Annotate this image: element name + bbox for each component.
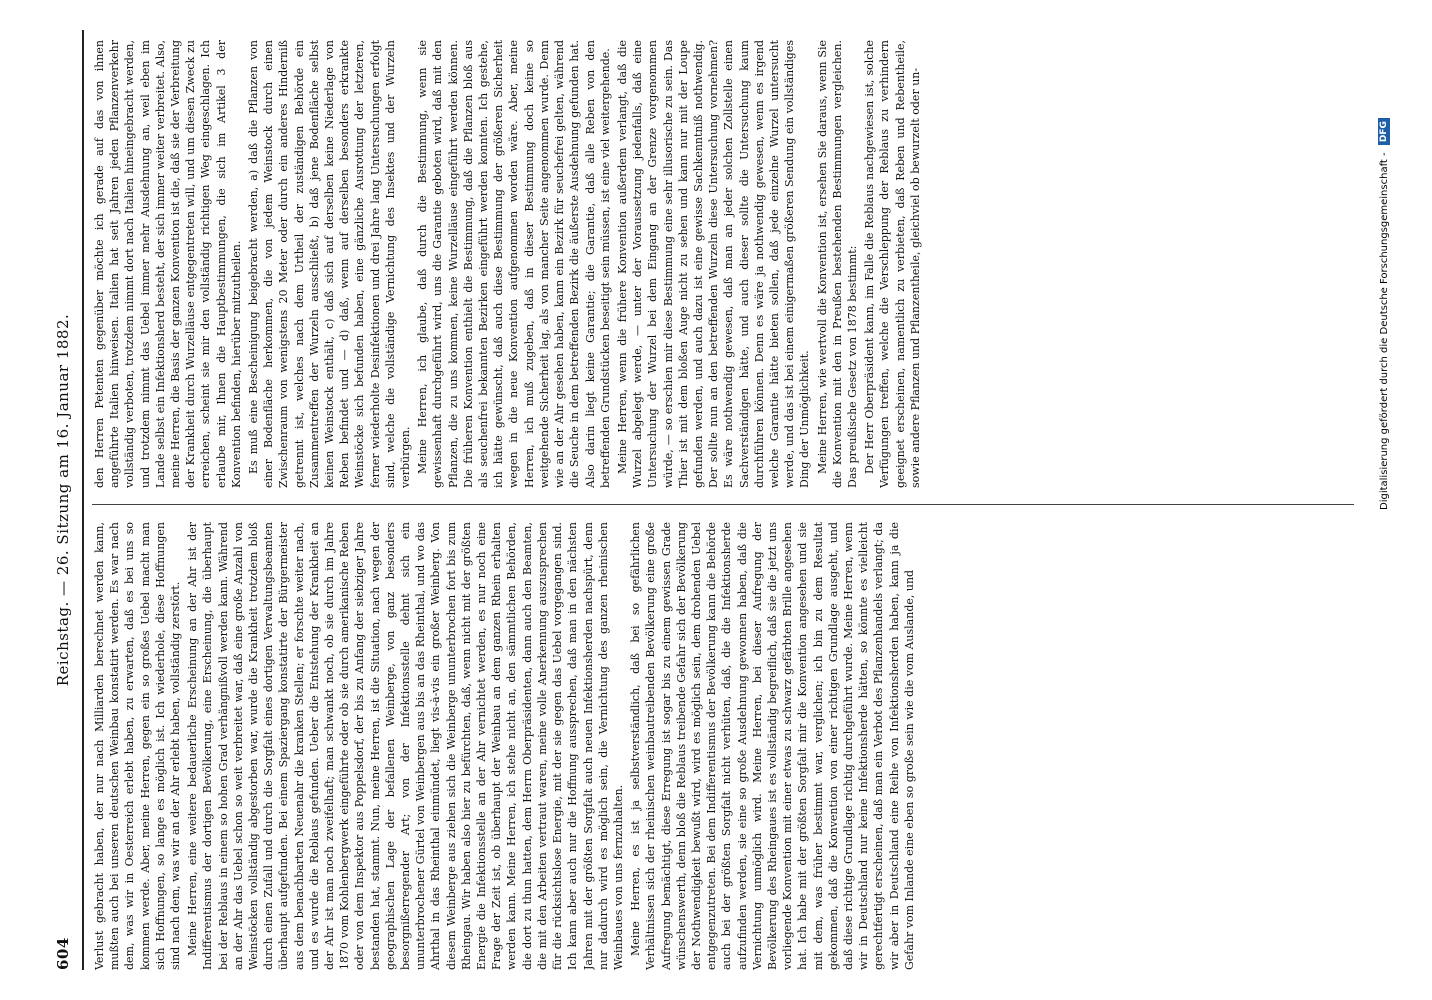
paragraph: Meine Herren, ich glaube, daß durch die Bestimmung, wenn sie gewissenhaft durchgeführt wird, uns die Garantie geboten wird, daß mit den Pflanzen, die zu uns kommen, keine Wurzelläuse eingeführt werden können. Die früheren Konvention enthielt die Bestimmung, daß die Pflanzen bloß aus als seuchenfrei bekannten Bezirken eingeführt werden konnten. Ich gestehe, ich hätte gewünscht, daß auch diese Bestimmung der größeren Sicherheit wegen in die neue Konvention aufgenommen worden wäre. Aber, meine Herren, ich muß zugeben, daß in dieser Bestimmung doch keine so weitgehende Sicherheit lag, als von mancher Seite angenommen wurde. Denn wie an der Ahr gesehen haben, kann ein Bezirk für seuchefrei gelten, während die Seuche in dem betreffenden Bezirk die äußerste Ausdehnung gefunden hat. Also darin liegt keine Garantie; die Garantie, daß alle Reben von den betreffenden Grundstücken beseitigt sein müssen, ist eine viel weitergehende. (416, 40, 612, 488)
running-title: Reichstag. — 26. Sitzung am 16. Januar 1882. (54, 313, 72, 687)
digitization-text: Digitalisierung gefördert durch die Deutsche Forschungsgemeinschaft - (1379, 152, 1390, 510)
dfg-logo: DFG (1378, 118, 1390, 145)
paragraph: Der Herr Oberpräsident kann, im Falle die Reblaus nachgewiesen ist, solche Verfügungen treffen, welche die Verschleppung der Reblaus zu verhindern geeignet erscheinen, namentlich zu verbieten, daß Reben und Rebentheile, sowie andere Pflanzen und Pflanzentheile, gleichviel ob bewurzelt oder un- (863, 40, 922, 488)
paragraph: Es muß eine Bescheinigung beigebracht werden, a) daß die Pflanzen von einer Bodenfläche herkommen, die von jedem Weinstock durch einen Zwischenraum von wenigstens 20 Meter oder durch ein anderes Hinderniß getrennt ist, welches nach dem Urtheil der zuständigen Behörde ein Zusammentreffen der Wurzeln ausschließt, b) daß jene Bodenfläche selbst keinen Weinstock enthält, c) daß sich auf derselben keine Niederlage von Reben befindet und — d) daß, wenn auf derselben besonders erkrankte Weinstöcke sich befunden haben, eine gänzliche Ausrottung der letzteren, ferner wiederholte Desinfektionen und drei Jahre lang Untersuchungen erfolgt sind, welche die vollständige Vernichtung des Insektes und der Wurzeln verbürgen. (247, 40, 413, 488)
column-divider (92, 504, 1354, 505)
paragraph: Verlust gebracht haben, der nur nach Milliarden berechnet werden kann, mußten auch bei unseren deutschen Weinbau konstatirt werden. Es war nach dem, was wir in Oesterreich erlebt haben, zu erwarten, daß es bei uns so kommen werde. Aber, meine Herren, gegen ein so großes Uebel macht man sich Hoffnungen, so lange es möglich ist. Ich wiederhole, diese Hoffnungen sind nach dem, was wir an der Ahr erlebt haben, vollständig zerstört. (93, 522, 183, 970)
paragraph: den Herren Petenten gegenüber möchte ich gerade auf das von ihnen angeführte Italien hinweisen. Italien hat seit Jahren jeden Pflanzenverkehr vollständig verboten, trotzdem nimmt dort nach Italien hineingebracht werden, und trotzdem nimmt das Uebel immer mehr Ausdehnung an, weil eben im Lande selbst ein Infektionsherd besteht, der sich immer weiter verbreitet. Also, meine Herren, die Basis der ganzen Konvention ist die, daß sie der Verbreitung der Krankheit durch Wurzelläuse entgegentreten will, und um diesen Zweck zu erreichen, scheint sie mir den vollständig richtigen Weg eingeschlagen. Ich erlaube mir, Ihnen die Hauptbestimmungen, die sich im Artikel 3 der Konvention befinden, hierüber mitzutheilen. (93, 40, 243, 488)
page-header (54, 30, 80, 970)
header-rule (82, 30, 84, 970)
paragraph: Meine Herren, wenn die frühere Konvention außerdem verlangt, daß die Wurzel abgelegt werde, — unter der Voraussetzung jedenfalls, daß eine Untersuchung der Wurzel bei dem Eingang an der Grenze vorgenommen würde, — so erschien mir diese Bestimmung eine sehr illusorische zu sein. Das Thier ist mit dem bloßen Auge nicht zu sehen und kann nur mit der Loupe gefunden werden, und auch dazu ist eine gewisse Sachkenntniß nothwendig. Der sollte nun an den betreffenden Wurzeln diese Untersuchung vornehmen? Es wäre nothwendig gewesen, daß man an jeder solchen Zollstelle einen Sachverständigen hätte, und auch dieser sollte die Untersuchung kaum durchführen können. Denn es wäre ja nothwendig gewesen, wenn es irgend welche Garantie hätte bieten sollen, daß jede einzelne Wurzel untersucht werde, und das ist bei einem einigermaßen größeren Sendung ein vollständiges Ding der Unmöglichkeit. (615, 40, 812, 488)
paragraph: Meine Herren, eine weitere bedauerliche Erscheinung an der Ahr ist der Indifferentismus der dortigen Bevölkerung, eine Erscheinung, die überhaupt bei der Reblaus in einem so hohen Grad verhängnißvoll werden kann. Während an der Ahr das Uebel schon so weit verbreitet war, daß eine große Anzahl von Weinstöcken vollständig abgestorben war, wurde die Krankheit trotzdem bloß durch einen Zufall und durch die Sorgfalt eines dortigen Verwaltungsbeamten überhaupt aufgefunden. Bei einem Spaziergang konstatirte der Bürgermeister aus dem benachbarten Neuenahr die kranken Stellen; er forschte weiter nach, und es wurde die Reblaus gefunden. Ueber die Entstehung der Krankheit an der Ahr ist man noch zweifelhaft; man schwankt noch, ob sie durch im Jahre 1870 vom Kohlenbergwerk eingeführte oder ob sie durch amerikanische Reben oder von dem Inspektor aus Poppelsdorf, der bis zu Anfang der siebziger Jahre bestanden hat, stammt. Nun, meine Herren, ist die Situation, nach wegen der geographischen Lage der befallenen Weinberge, von ganz besonders besorgnißerregender Art; von der Infektionsstelle dehnt sich ein ununterbrochener Gürtel von Weinbergen aus bis an das Rheinthal, und wo das Ahrthal in das Rheinthal einmündet, liegt vis-à-vis ein großer Weinberg. Von diesem Weinberge aus ziehen sich die Weinberge ununterbrochen fort bis zum Rheingau. Wir haben also hier zu befürchten, daß, wenn nicht mit der größten Energie die Infektionsstelle an der Ahr vernichtet werden, es nur noch eine Frage der Zeit ist, ob überhaupt der Weinbau an dem ganzen Rhein erhalten werden kann. Meine Herren, ich stehe nicht an, den sämmtlichen Behörden, die dort zu thun hatten, dem Herrn Oberpräsidenten, dann auch den Beamten, die mit den Arbeiten vertraut waren, meine volle Anerkennung auszusprechen für die rücksichtslose Energie, mit der sie gegen das Uebel vorgegangen sind. Ich kann aber auch nur die Hoffnung aussprechen, daß man in den nächsten Jahren mit der größten Sorgfalt auch neuen Infektionsherden nachspürt, denn nur dadurch wird es möglich sein, die Vernichtung des ganzen rheinischen Weinbaues von uns fernzuhalten. (186, 522, 625, 970)
right-column (92, 40, 1362, 488)
digitization-note (1378, 10, 1390, 510)
page-number: 604 (54, 937, 72, 970)
paragraph: Meine Herren, es ist ja selbstverständlich, daß bei so gefährlichen Verhältnissen sich der rheinischen weinbautreibenden Bevölkerung eine große Aufregung bemächtigt, diese Erregung ist sogar bis zu einem gewissen Grade wünschenswerth, denn bloß die Reblaus treibende Gefahr sich der Bevölkerung der Nothwendigkeit bewußt wird, wird es möglich sein, dem drohenden Uebel entgegenzutreten. Bei dem Indifferentismus der Bevölkerung kann die Behörde auch bei der größten Sorgfalt nicht verhüten, daß, die die Infektionsherde aufzufinden werden, sie eine so große Ausdehnung gewonnen haben, daß die Vernichtung unmöglich wird. Meine Herren, bei dieser Aufregung der Bevölkerung des Rheingaues ist es vollständig begreiflich, daß sie die jetzt uns vorliegende Konvention mit einer etwas zu schwarz gefärbten Brille angesehen hat. Ich habe mit der größten Sorgfalt mir die Konvention angesehen und sie mit dem, was früher bestimmt war, verglichen; ich bin zu dem Resultat gekommen, daß die Konvention von einer richtigen Grundlage ausgeht, und daß diese richtige Grundlage richtig durchgeführt wurde. Meine Herren, wenn wir in Deutschland nur keine Infektionsherde hätten, so könnte es vielleicht gerechtfertigt erscheinen, daß man ein Verbot des Pflanzenhandels verlangt; da wir aber in Deutschland eine Reihe von Infektionsherden haben, kann ja die Gefahr vom Inlande eine eben so große sein wie die vom Auslande, und (629, 522, 916, 970)
paragraph: Meine Herren, wie wertvoll die Konvention ist, ersehen Sie daraus, wenn Sie die Konvention mit den in Preußen bestehenden Bestimmungen vergleichen. Das preußische Gesetz von 1878 bestimmt: (815, 40, 859, 488)
left-column (92, 522, 1362, 970)
